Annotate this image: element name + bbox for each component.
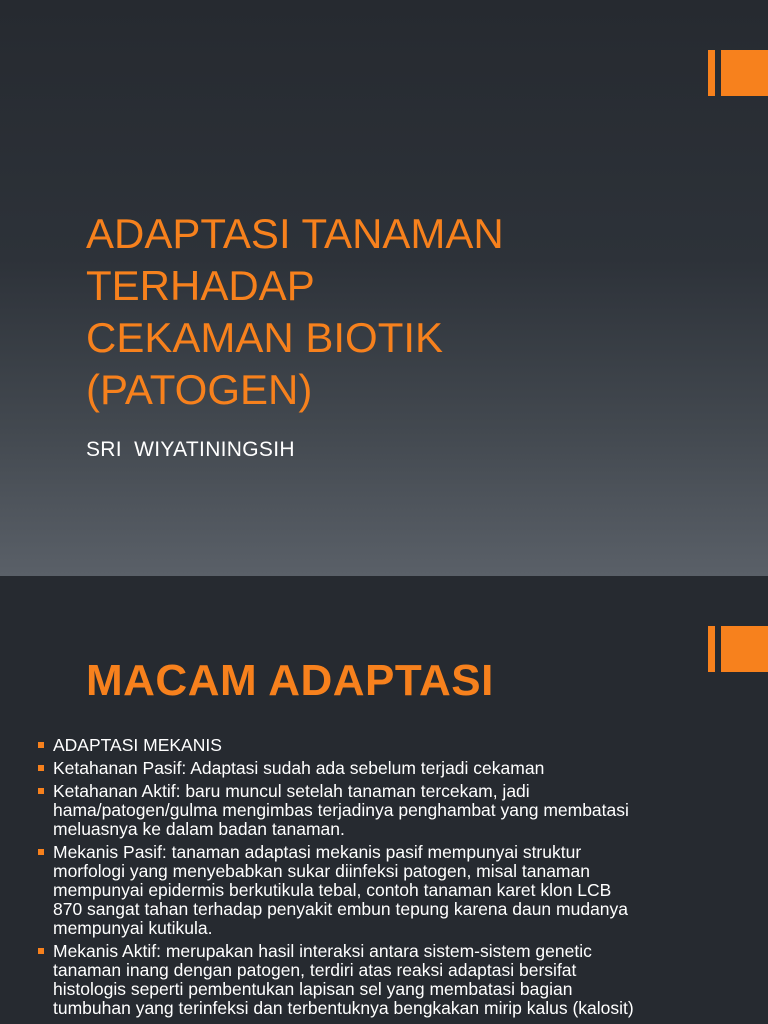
accent-block: [721, 50, 768, 96]
bullet-list: [38, 736, 738, 1022]
bullet-line: tanaman inang dengan patogen, terdiri atas reaksi adaptasi bersifat: [53, 960, 577, 980]
bullet-line: hama/patogen/gulma mengimbas terjadinya penghambat yang membatasi: [53, 800, 629, 820]
bullet-line: mempunyai kutikula.: [53, 918, 213, 938]
bullet-line: 870 sangat tahan terhadap penyakit embun tepung karena daun mudanya: [53, 899, 629, 919]
bullet-line: Mekanis Pasif: tanaman adaptasi mekanis pasif mempunyai struktur: [53, 842, 582, 862]
bullet-line: Mekanis Aktif: merupakan hasil interaksi antara sistem-sistem genetic: [53, 941, 592, 961]
bullet-square-icon: [38, 742, 44, 748]
accent-bar: [708, 626, 715, 672]
bullet-line: morfologi yang menyebabkan sukar diinfeksi patogen, misal tanaman: [53, 861, 590, 881]
bullet-item: [38, 782, 738, 839]
author-name: SRI WIYATININGSIH: [86, 438, 295, 461]
accent-mark: [708, 626, 768, 672]
bullet-line: Ketahanan Aktif: baru muncul setelah tanaman tercekam, jadi: [53, 781, 530, 801]
accent-mark: [708, 50, 768, 96]
accent-block: [721, 626, 768, 672]
slide-title: [86, 208, 706, 416]
bullet-line: histologis seperti pembentukan lapisan sel yang membatasi bagian: [53, 979, 573, 999]
bullet-item: [38, 736, 738, 755]
bullet-item: [38, 759, 738, 778]
content-slide: [0, 576, 768, 1024]
bullet-item: [38, 843, 738, 938]
bullet-line: tumbuhan yang terinfeksi dan terbentuknya bengkakan mirip kalus (kalosit): [53, 998, 634, 1018]
title-line: CEKAMAN BIOTIK: [86, 314, 444, 361]
bullet-square-icon: [38, 788, 44, 794]
title-line: ADAPTASI TANAMAN: [86, 210, 504, 257]
bullet-line: mempunyai epidermis berkutikula tebal, contoh tanaman karet klon LCB: [53, 880, 612, 900]
bullet-line: meluasnya ke dalam badan tanaman.: [53, 819, 345, 839]
bullet-line: ADAPTASI MEKANIS: [53, 735, 222, 755]
bullet-square-icon: [38, 765, 44, 771]
bullet-square-icon: [38, 849, 44, 855]
title-line: TERHADAP: [86, 262, 315, 309]
accent-bar: [708, 50, 715, 96]
bullet-line: Ketahanan Pasif: Adaptasi sudah ada sebelum terjadi cekaman: [53, 758, 545, 778]
title-line: (PATOGEN): [86, 366, 313, 413]
bullet-item: [38, 942, 738, 1018]
slide-title: MACAM ADAPTASI: [86, 656, 494, 705]
bullet-square-icon: [38, 948, 44, 954]
